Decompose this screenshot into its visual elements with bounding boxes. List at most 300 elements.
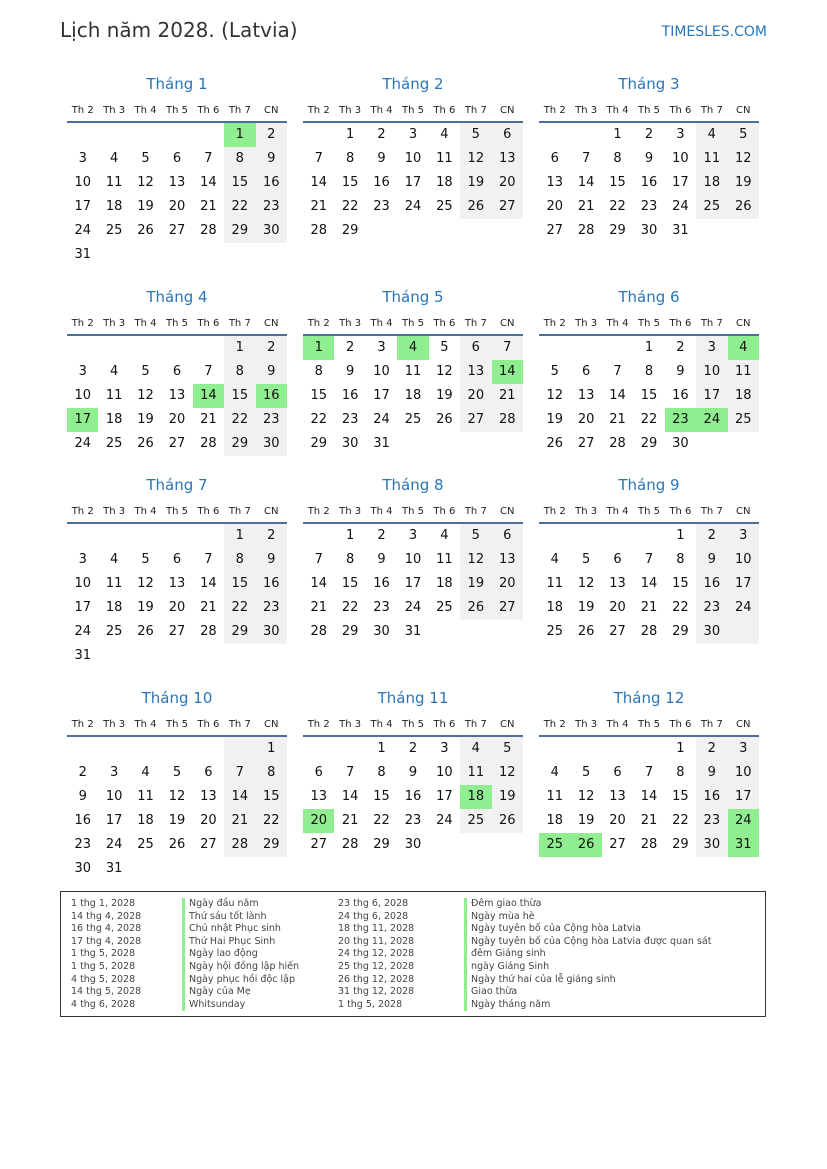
day-cell: 14 <box>492 360 523 384</box>
day-cell: 20 <box>460 384 491 408</box>
day-cell: 10 <box>74 388 91 403</box>
weekday-label: Th 6 <box>197 317 220 329</box>
day-cell: 7 <box>345 765 355 780</box>
day-cell: 9 <box>644 151 654 166</box>
weekday-label: Th 2 <box>71 317 94 329</box>
day-cell: 16 <box>256 384 287 408</box>
day-cell: 22 <box>609 199 626 214</box>
day-cell: 15 <box>341 576 359 591</box>
empty-cell <box>67 336 98 360</box>
legend-date: 1 thg 5, 2028 <box>71 960 136 972</box>
month-title: Tháng 2 <box>382 75 444 93</box>
month-title: Tháng 6 <box>618 288 680 306</box>
month-block <box>67 286 287 456</box>
day-cell: 26 <box>728 195 759 219</box>
day-cell: 21 <box>341 813 359 828</box>
day-cell: 10 <box>672 151 689 166</box>
empty-cell <box>728 620 759 644</box>
day-cell: 16 <box>74 813 91 828</box>
day-cell: 22 <box>341 600 359 615</box>
week-row <box>539 219 759 243</box>
weekday-label: Th 3 <box>575 317 598 329</box>
day-cell: 5 <box>460 524 491 548</box>
month-block <box>303 474 523 644</box>
day-cell: 21 <box>609 412 626 427</box>
week-row <box>539 524 759 548</box>
day-cell: 5 <box>581 765 591 780</box>
day-cell: 15 <box>672 789 689 804</box>
day-cell: 3 <box>440 741 449 756</box>
empty-cell <box>303 123 334 147</box>
empty-cell <box>67 737 98 761</box>
day-cell: 10 <box>696 360 727 384</box>
day-cell: 22 <box>672 813 689 828</box>
day-cell: 13 <box>310 789 327 804</box>
day-cell: 6 <box>492 524 523 548</box>
day-cell: 10 <box>74 576 91 591</box>
day-cell: 12 <box>436 364 453 379</box>
day-cell: 14 <box>577 175 595 190</box>
day-cell: 21 <box>310 600 327 615</box>
week-row <box>303 596 523 620</box>
legend-date: 23 thg 6, 2028 <box>338 898 409 909</box>
empty-cell <box>130 336 161 360</box>
empty-cell <box>98 243 129 267</box>
empty-cell <box>397 432 428 456</box>
day-cell: 29 <box>341 223 359 238</box>
day-cell: 14 <box>193 384 224 408</box>
legend-right-dates <box>338 898 414 1011</box>
weekday-label: Th 7 <box>700 505 723 517</box>
day-cell: 12 <box>168 789 186 804</box>
day-cell: 3 <box>78 151 87 166</box>
day-cell: 19 <box>137 199 154 214</box>
month-title: Tháng 12 <box>613 689 685 707</box>
day-cell: 17 <box>436 789 453 804</box>
empty-cell <box>334 737 365 761</box>
day-cell: 28 <box>310 223 327 238</box>
weekday-label: Th 5 <box>637 505 660 517</box>
legend-left-names <box>182 898 299 1011</box>
day-cell: 28 <box>341 837 359 852</box>
day-cell: 12 <box>137 576 154 591</box>
day-cell: 11 <box>460 761 491 785</box>
day-cell: 13 <box>609 576 626 591</box>
day-cell: 25 <box>105 436 123 451</box>
day-cell: 22 <box>341 199 359 214</box>
day-cell: 10 <box>404 552 422 567</box>
day-cell: 11 <box>436 151 453 166</box>
week-row <box>67 548 287 572</box>
day-cell: 17 <box>74 199 91 214</box>
day-cell: 14 <box>224 785 255 809</box>
weekday-label: Th 2 <box>307 505 330 517</box>
week-row <box>67 243 287 267</box>
day-cell: 26 <box>137 436 154 451</box>
month-title: Tháng 10 <box>141 689 213 707</box>
week-row <box>67 408 287 432</box>
weekday-label: Th 5 <box>401 718 424 730</box>
weekday-label: Th 5 <box>401 104 424 116</box>
empty-cell <box>429 620 460 644</box>
day-cell: 9 <box>377 151 386 166</box>
day-cell: 7 <box>581 151 591 166</box>
weekday-label: Th 5 <box>401 317 424 329</box>
day-cell: 20 <box>168 199 186 214</box>
weekday-label: Th 7 <box>464 104 487 116</box>
week-row <box>67 524 287 548</box>
day-cell: 31 <box>404 624 422 639</box>
weekday-label: Th 2 <box>307 104 330 116</box>
day-cell: 5 <box>550 364 559 379</box>
weekday-label: Th 6 <box>433 104 456 116</box>
day-cell: 20 <box>577 412 595 427</box>
weekday-label: Th 5 <box>637 104 660 116</box>
day-cell: 13 <box>168 388 186 403</box>
weekday-label: CN <box>264 505 279 517</box>
day-cell: 11 <box>728 360 759 384</box>
day-cell: 23 <box>640 199 658 214</box>
day-cell: 8 <box>224 147 255 171</box>
day-cell: 6 <box>172 151 182 166</box>
weekday-label: CN <box>264 718 279 730</box>
day-cell: 24 <box>728 809 759 833</box>
week-row <box>539 336 759 360</box>
day-cell: 28 <box>577 223 595 238</box>
day-cell: 12 <box>460 147 491 171</box>
weekday-label: Th 6 <box>669 104 692 116</box>
day-cell: 12 <box>577 789 595 804</box>
weekday-label: Th 4 <box>134 505 157 517</box>
month-title: Tháng 4 <box>146 288 208 306</box>
day-cell: 6 <box>613 765 622 780</box>
day-cell: 7 <box>224 761 255 785</box>
day-cell: 3 <box>728 524 759 548</box>
day-cell: 8 <box>676 765 685 780</box>
day-cell: 17 <box>74 600 91 615</box>
day-cell: 6 <box>314 765 323 780</box>
day-cell: 15 <box>609 175 626 190</box>
empty-cell <box>224 243 255 267</box>
day-cell: 21 <box>577 199 595 214</box>
month-title: Tháng 1 <box>146 75 208 93</box>
legend-date: 24 thg 6, 2028 <box>338 910 409 922</box>
day-cell: 2 <box>78 765 87 780</box>
weekday-label: Th 6 <box>433 317 456 329</box>
day-cell: 15 <box>640 388 658 403</box>
day-cell: 1 <box>224 123 255 147</box>
day-cell: 12 <box>460 548 491 572</box>
day-cell: 18 <box>696 171 727 195</box>
day-cell: 16 <box>696 572 727 596</box>
month-title: Tháng 5 <box>382 288 444 306</box>
day-cell: 27 <box>200 837 217 852</box>
day-cell: 24 <box>404 600 422 615</box>
empty-cell <box>492 620 523 644</box>
day-cell: 28 <box>200 436 217 451</box>
day-cell: 3 <box>676 127 685 142</box>
day-cell: 19 <box>460 572 491 596</box>
day-cell: 26 <box>460 195 491 219</box>
day-cell: 20 <box>303 809 334 833</box>
day-cell: 4 <box>109 364 119 379</box>
weekday-label: Th 4 <box>370 104 393 116</box>
week-row <box>67 761 287 785</box>
day-cell: 20 <box>200 813 217 828</box>
day-cell: 25 <box>696 195 727 219</box>
day-cell: 2 <box>696 737 727 761</box>
weekday-label: Th 4 <box>370 718 393 730</box>
day-cell: 10 <box>728 548 759 572</box>
empty-cell <box>67 123 98 147</box>
empty-cell <box>366 219 397 243</box>
day-cell: 16 <box>404 789 422 804</box>
empty-cell <box>633 524 664 548</box>
day-cell: 11 <box>105 388 123 403</box>
legend-date: 18 thg 11, 2028 <box>338 923 415 935</box>
day-cell: 27 <box>609 837 626 852</box>
weekday-label: CN <box>500 505 515 517</box>
week-row <box>303 572 523 596</box>
day-cell: 27 <box>460 408 491 432</box>
weekday-label: Th 6 <box>669 718 692 730</box>
day-cell: 2 <box>377 127 386 142</box>
day-cell: 1 <box>256 737 287 761</box>
legend-holiday-name: Ngày tháng năm <box>464 999 711 1012</box>
empty-cell <box>539 524 570 548</box>
day-cell: 9 <box>345 364 355 379</box>
month-block <box>539 687 759 857</box>
day-cell: 19 <box>492 785 523 809</box>
week-row <box>67 195 287 219</box>
day-cell: 16 <box>696 785 727 809</box>
empty-cell <box>161 857 192 881</box>
month-block <box>67 474 287 668</box>
day-cell: 15 <box>256 785 287 809</box>
weekday-label: Th 7 <box>464 718 487 730</box>
legend-date: 24 thg 12, 2028 <box>338 948 415 960</box>
day-cell: 2 <box>256 123 287 147</box>
legend-holiday-name: Ngày tuyên bố của Cộng hòa Latvia được quan sát <box>464 936 711 949</box>
empty-cell <box>570 123 601 147</box>
day-cell: 23 <box>256 596 287 620</box>
day-cell: 7 <box>644 552 654 567</box>
day-cell: 28 <box>200 624 217 639</box>
day-cell: 4 <box>141 765 150 780</box>
empty-cell <box>602 737 633 761</box>
day-cell: 4 <box>440 528 449 543</box>
week-row <box>67 360 287 384</box>
weekday-label: Th 4 <box>606 104 629 116</box>
week-row <box>303 620 523 644</box>
weekday-header <box>539 99 759 123</box>
day-cell: 30 <box>672 436 689 451</box>
day-cell: 26 <box>546 436 563 451</box>
day-cell: 27 <box>546 223 563 238</box>
day-cell: 5 <box>728 123 759 147</box>
weekday-label: Th 4 <box>606 317 629 329</box>
day-cell: 7 <box>644 765 654 780</box>
day-cell: 7 <box>492 336 523 360</box>
day-cell: 9 <box>377 552 386 567</box>
day-cell: 20 <box>609 600 626 615</box>
day-cell: 22 <box>373 813 390 828</box>
empty-cell <box>193 336 224 360</box>
day-cell: 12 <box>137 175 154 190</box>
day-cell: 21 <box>640 600 658 615</box>
empty-cell <box>570 336 601 360</box>
week-row <box>303 195 523 219</box>
legend-date: 14 thg 5, 2028 <box>71 986 142 998</box>
weekday-label: Th 5 <box>637 317 660 329</box>
empty-cell <box>429 432 460 456</box>
empty-cell <box>224 644 255 668</box>
week-row <box>303 737 523 761</box>
weekday-label: Th 7 <box>228 317 251 329</box>
day-cell: 29 <box>256 833 287 857</box>
day-cell: 1 <box>644 340 654 355</box>
weekday-label: Th 2 <box>543 718 566 730</box>
weekday-label: Th 2 <box>71 505 94 517</box>
month-block <box>539 474 759 644</box>
month-block <box>303 286 523 456</box>
day-cell: 28 <box>224 833 255 857</box>
weekday-label: CN <box>736 505 751 517</box>
day-cell: 17 <box>404 576 422 591</box>
legend-holiday-name: Ngày hội đồng lập hiến <box>182 961 299 974</box>
day-cell: 5 <box>141 364 150 379</box>
weekday-header <box>303 500 523 524</box>
legend-holiday-name: Ngày đầu năm <box>182 898 299 911</box>
day-cell: 4 <box>696 123 727 147</box>
day-cell: 17 <box>728 785 759 809</box>
week-row <box>303 833 523 857</box>
day-cell: 28 <box>640 624 658 639</box>
week-row <box>303 336 523 360</box>
day-cell: 16 <box>341 388 359 403</box>
week-row <box>539 785 759 809</box>
site-link[interactable]: TIMESLES.COM <box>661 24 767 40</box>
weekday-label: Th 3 <box>103 317 126 329</box>
day-cell: 1 <box>345 528 355 543</box>
empty-cell <box>492 219 523 243</box>
day-cell: 9 <box>696 761 727 785</box>
day-cell: 23 <box>696 596 727 620</box>
day-cell: 25 <box>460 809 491 833</box>
day-cell: 29 <box>224 219 255 243</box>
empty-cell <box>633 737 664 761</box>
week-row <box>539 195 759 219</box>
month-title: Tháng 9 <box>618 476 680 494</box>
day-cell: 8 <box>644 364 654 379</box>
day-cell: 5 <box>492 737 523 761</box>
day-cell: 23 <box>404 813 422 828</box>
week-row <box>303 219 523 243</box>
month-title: Tháng 7 <box>146 476 208 494</box>
day-cell: 14 <box>341 789 359 804</box>
day-cell: 18 <box>728 384 759 408</box>
weekday-label: CN <box>736 104 751 116</box>
month-title: Tháng 3 <box>618 75 680 93</box>
day-cell: 19 <box>137 600 154 615</box>
weekday-header <box>67 312 287 336</box>
day-cell: 14 <box>200 576 217 591</box>
day-cell: 27 <box>577 436 595 451</box>
empty-cell <box>460 833 491 857</box>
day-cell: 21 <box>640 813 658 828</box>
day-cell: 29 <box>224 432 255 456</box>
day-cell: 21 <box>492 384 523 408</box>
weekday-label: Th 5 <box>165 505 188 517</box>
legend-holiday-name: Ngày lao động <box>182 948 299 961</box>
day-cell: 3 <box>408 127 418 142</box>
day-cell: 2 <box>676 340 685 355</box>
day-cell: 30 <box>640 223 658 238</box>
day-cell: 31 <box>672 223 689 238</box>
week-row <box>303 761 523 785</box>
weekday-header <box>67 500 287 524</box>
week-row <box>303 171 523 195</box>
weekday-header <box>539 312 759 336</box>
week-row <box>539 548 759 572</box>
week-row <box>539 596 759 620</box>
day-cell: 17 <box>105 813 123 828</box>
day-cell: 19 <box>577 600 595 615</box>
day-cell: 8 <box>345 151 355 166</box>
weekday-label: Th 3 <box>103 718 126 730</box>
weekday-label: CN <box>500 718 515 730</box>
empty-cell <box>193 644 224 668</box>
day-cell: 5 <box>440 340 449 355</box>
day-cell: 1 <box>377 741 386 756</box>
day-cell: 13 <box>577 388 595 403</box>
legend-holiday-name: Ngày thứ hai của lễ giáng sinh <box>464 974 711 987</box>
weekday-label: Th 2 <box>543 317 566 329</box>
empty-cell <box>539 336 570 360</box>
day-cell: 3 <box>408 528 418 543</box>
empty-cell <box>193 857 224 881</box>
week-row <box>67 809 287 833</box>
day-cell: 11 <box>105 576 123 591</box>
day-cell: 1 <box>676 741 685 756</box>
weekday-label: Th 4 <box>370 317 393 329</box>
empty-cell <box>256 857 287 881</box>
legend-holiday-name: ngày Giáng Sinh <box>464 961 711 974</box>
month-block <box>303 73 523 243</box>
day-cell: 29 <box>341 624 359 639</box>
legend-date: 1 thg 1, 2028 <box>71 898 136 909</box>
day-cell: 6 <box>613 552 622 567</box>
day-cell: 1 <box>345 127 355 142</box>
empty-cell <box>602 336 633 360</box>
day-cell: 21 <box>200 412 217 427</box>
empty-cell <box>696 432 727 456</box>
day-cell: 29 <box>640 436 658 451</box>
day-cell: 14 <box>310 175 327 190</box>
empty-cell <box>193 524 224 548</box>
day-cell: 21 <box>200 199 217 214</box>
weekday-label: Th 3 <box>339 505 362 517</box>
day-cell: 27 <box>168 223 186 238</box>
day-cell: 22 <box>224 408 255 432</box>
day-cell: 9 <box>696 548 727 572</box>
empty-cell <box>397 219 428 243</box>
day-cell: 6 <box>172 364 182 379</box>
day-cell: 21 <box>310 199 327 214</box>
weekday-label: CN <box>264 104 279 116</box>
day-cell: 9 <box>408 765 418 780</box>
day-cell: 5 <box>460 123 491 147</box>
